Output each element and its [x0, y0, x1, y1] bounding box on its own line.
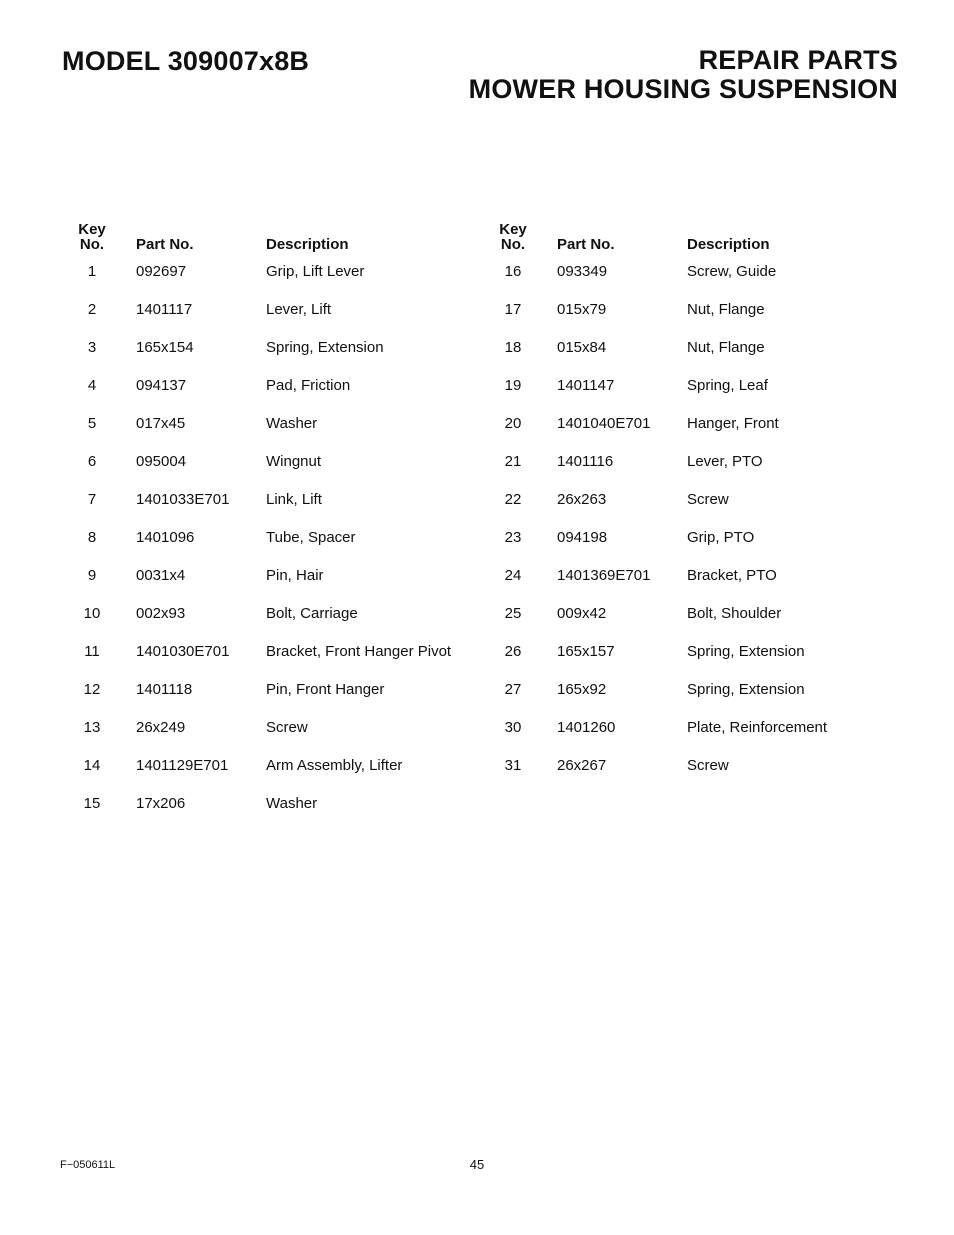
description-cell: Spring, Extension [266, 338, 384, 356]
table-row [483, 290, 897, 328]
part-no-cell: 1401369E701 [557, 566, 651, 584]
key-no-cell: 13 [83, 718, 101, 736]
table-row [483, 632, 897, 670]
description-cell: Arm Assembly, Lifter [266, 756, 403, 774]
key-no-header-line2: No. [79, 236, 105, 253]
table-row [62, 746, 476, 784]
description-cell: Bracket, Front Hanger Pivot [266, 642, 452, 660]
description-cell: Spring, Extension [687, 642, 805, 660]
part-no-cell: 1401147 [557, 376, 615, 394]
model-title: MODEL 309007x8B [62, 46, 310, 76]
table-row [483, 442, 897, 480]
key-no-cell: 31 [504, 756, 522, 774]
parts-table-right-body [483, 252, 897, 784]
table-row [62, 670, 476, 708]
part-no-cell: 1401118 [136, 680, 193, 698]
part-no-cell: 092697 [136, 262, 187, 280]
table-row [483, 328, 897, 366]
key-no-header-line2: No. [500, 236, 526, 253]
table-row [62, 518, 476, 556]
description-cell: Link, Lift [266, 490, 322, 508]
description-cell: Pin, Front Hanger [266, 680, 385, 698]
key-no-cell: 20 [504, 414, 522, 432]
part-no-cell: 1401030E701 [136, 642, 230, 660]
table-row [62, 708, 476, 746]
table-row [483, 252, 897, 290]
description-cell: Lever, Lift [266, 300, 332, 318]
part-no-cell: 0031x4 [136, 566, 186, 584]
key-no-cell: 3 [87, 338, 97, 356]
key-no-cell: 12 [83, 680, 101, 698]
key-no-cell: 30 [504, 718, 522, 736]
key-no-header [483, 216, 543, 252]
description-cell: Plate, Reinforcement [687, 718, 828, 736]
part-no-header: Part No. [136, 236, 194, 253]
key-no-cell: 26 [504, 642, 522, 660]
description-header: Description [266, 236, 349, 253]
table-row [483, 670, 897, 708]
key-no-cell: 14 [83, 756, 101, 774]
table-row [62, 328, 476, 366]
table-row [62, 290, 476, 328]
part-no-cell: 1401116 [557, 452, 614, 470]
description-cell: Screw [687, 490, 729, 508]
description-cell: Bolt, Shoulder [687, 604, 782, 622]
part-no-cell: 017x45 [136, 414, 186, 432]
section-title-line1: REPAIR PARTS [698, 45, 898, 75]
description-cell: Grip, Lift Lever [266, 262, 365, 280]
part-no-cell: 26x263 [557, 490, 607, 508]
key-no-cell: 11 [84, 642, 100, 660]
key-no-cell: 24 [504, 566, 522, 584]
description-cell: Nut, Flange [687, 300, 765, 318]
table-row [483, 594, 897, 632]
key-no-cell: 2 [87, 300, 97, 318]
part-no-cell: 1401129E701 [136, 756, 229, 774]
description-cell: Washer [266, 414, 318, 432]
table-row [62, 556, 476, 594]
table-row [62, 366, 476, 404]
part-no-cell: 095004 [136, 452, 187, 470]
key-no-header-line1: Key [499, 221, 527, 238]
key-no-cell: 25 [504, 604, 522, 622]
description-header: Description [687, 236, 770, 253]
table-header-row [483, 216, 897, 252]
part-no-header: Part No. [557, 236, 615, 253]
part-no-cell: 015x84 [557, 338, 607, 356]
key-no-header-line1: Key [78, 221, 106, 238]
description-cell: Washer [266, 794, 318, 812]
description-cell: Tube, Spacer [266, 528, 356, 546]
description-cell: Bracket, PTO [687, 566, 777, 584]
table-row [62, 252, 476, 290]
table-row [62, 404, 476, 442]
part-no-cell: 094198 [557, 528, 608, 546]
table-row [62, 480, 476, 518]
description-cell: Nut, Flange [687, 338, 765, 356]
key-no-cell: 18 [504, 338, 522, 356]
part-no-cell: 165x157 [557, 642, 615, 660]
table-row [483, 518, 897, 556]
description-cell: Screw, Guide [687, 262, 777, 280]
key-no-header [62, 216, 122, 252]
key-no-cell: 17 [504, 300, 522, 318]
key-no-cell: 7 [87, 490, 97, 508]
key-no-cell: 23 [504, 528, 522, 546]
parts-table-right [483, 216, 897, 784]
description-cell: Hanger, Front [687, 414, 779, 432]
key-no-cell: 5 [87, 414, 97, 432]
part-no-cell: 1401117 [136, 300, 193, 318]
description-cell: Pad, Friction [266, 376, 351, 394]
key-no-cell: 19 [504, 376, 522, 394]
table-row [62, 632, 476, 670]
key-no-cell: 8 [87, 528, 97, 546]
description-cell: Wingnut [266, 452, 322, 470]
part-no-cell: 094137 [136, 376, 187, 394]
description-cell: Lever, PTO [687, 452, 763, 470]
table-row [483, 480, 897, 518]
table-header-row [62, 216, 476, 252]
table-row [483, 708, 897, 746]
table-row [62, 442, 476, 480]
part-no-cell: 17x206 [136, 794, 186, 812]
part-no-cell: 1401096 [136, 528, 195, 546]
part-no-cell: 002x93 [136, 604, 186, 622]
table-row [483, 556, 897, 594]
description-cell: Screw [266, 718, 308, 736]
part-no-cell: 1401040E701 [557, 414, 651, 432]
key-no-cell: 22 [504, 490, 522, 508]
key-no-cell: 16 [504, 262, 522, 280]
table-row [483, 404, 897, 442]
part-no-cell: 165x154 [136, 338, 194, 356]
part-no-cell: 165x92 [557, 680, 607, 698]
key-no-cell: 4 [87, 376, 97, 394]
table-row [483, 746, 897, 784]
part-no-cell: 015x79 [557, 300, 607, 318]
page-number: 45 [469, 1157, 485, 1172]
part-no-cell: 1401033E701 [136, 490, 230, 508]
key-no-cell: 6 [87, 452, 97, 470]
description-cell: Bolt, Carriage [266, 604, 358, 622]
parts-table-left-body [62, 252, 476, 822]
key-no-cell: 15 [83, 794, 101, 812]
key-no-cell: 1 [87, 262, 97, 280]
description-cell: Screw [687, 756, 729, 774]
part-no-cell: 26x267 [557, 756, 607, 774]
table-row [483, 366, 897, 404]
key-no-cell: 10 [83, 604, 101, 622]
part-no-cell: 009x42 [557, 604, 607, 622]
parts-table-left [62, 216, 476, 822]
part-no-cell: 093349 [557, 262, 608, 280]
part-no-cell: 26x249 [136, 718, 186, 736]
part-no-cell: 1401260 [557, 718, 616, 736]
description-cell: Pin, Hair [266, 566, 324, 584]
description-cell: Spring, Extension [687, 680, 805, 698]
description-cell: Spring, Leaf [687, 376, 768, 394]
table-row [62, 784, 476, 822]
key-no-cell: 21 [504, 452, 522, 470]
description-cell: Grip, PTO [687, 528, 755, 546]
footer-code: F−050611L [60, 1159, 116, 1171]
section-title-line2: MOWER HOUSING SUSPENSION [468, 74, 898, 104]
section-title [469, 46, 898, 104]
table-row [62, 594, 476, 632]
key-no-cell: 27 [504, 680, 522, 698]
key-no-cell: 9 [87, 566, 97, 584]
